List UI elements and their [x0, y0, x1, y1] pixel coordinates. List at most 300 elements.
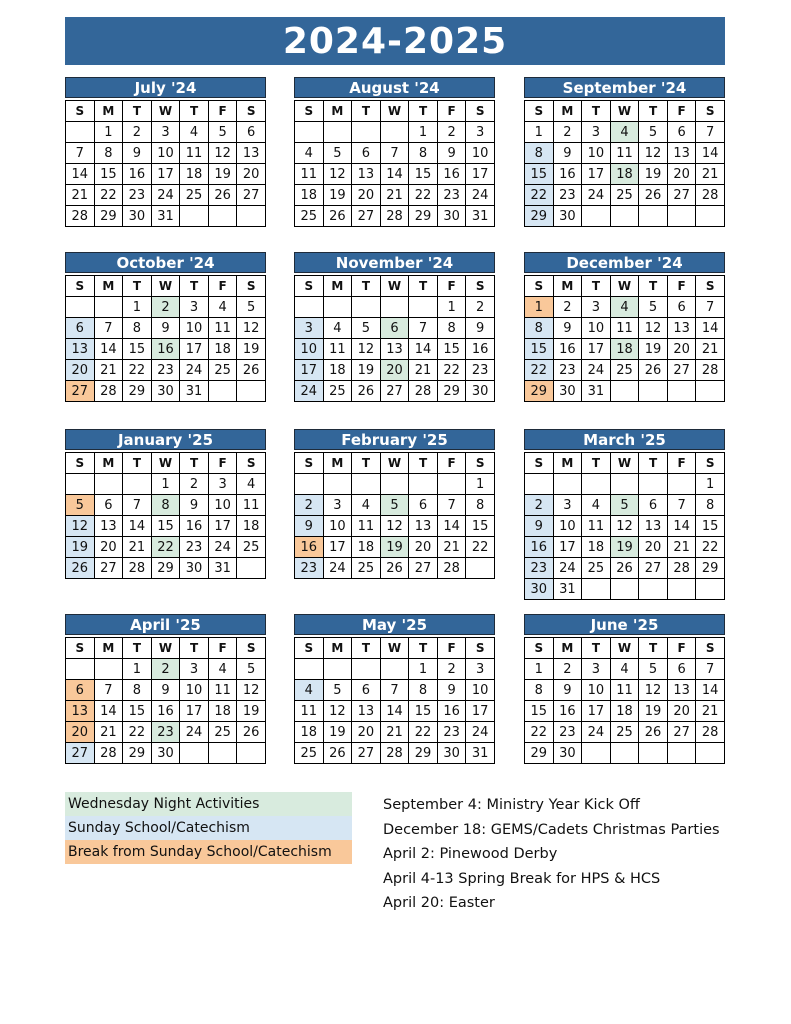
day-cell: 23 [437, 185, 466, 206]
day-cell: 2 [180, 474, 209, 495]
day-cell: 2 [437, 122, 466, 143]
day-cell: 22 [466, 537, 495, 558]
month-table [65, 275, 266, 402]
day-cell: 5 [208, 122, 237, 143]
day-cell: 9 [437, 680, 466, 701]
day-cell: 15 [525, 164, 554, 185]
day-cell: 7 [696, 122, 725, 143]
day-cell: 29 [151, 558, 180, 579]
empty-cell [380, 659, 409, 680]
day-cell: 28 [66, 206, 95, 227]
day-cell: 25 [208, 360, 237, 381]
day-cell: 2 [553, 122, 582, 143]
weekday-header: T [409, 453, 438, 474]
day-cell: 25 [352, 558, 381, 579]
day-cell: 30 [180, 558, 209, 579]
empty-cell [525, 474, 554, 495]
empty-cell [66, 659, 95, 680]
day-cell: 15 [151, 516, 180, 537]
empty-cell [582, 474, 611, 495]
empty-cell [667, 381, 696, 402]
weekday-header: S [237, 276, 266, 297]
day-cell: 11 [295, 701, 324, 722]
day-cell: 15 [123, 701, 152, 722]
day-cell: 1 [123, 659, 152, 680]
day-cell: 13 [667, 143, 696, 164]
day-cell: 23 [553, 722, 582, 743]
day-cell: 23 [466, 360, 495, 381]
day-cell: 1 [437, 297, 466, 318]
day-cell: 12 [352, 339, 381, 360]
weekday-header: W [380, 101, 409, 122]
empty-cell [639, 743, 668, 764]
empty-cell [237, 743, 266, 764]
day-cell: 11 [582, 516, 611, 537]
weekday-header: T [639, 276, 668, 297]
month-table [524, 275, 725, 402]
day-cell: 7 [123, 495, 152, 516]
day-cell: 29 [525, 206, 554, 227]
day-cell: 8 [525, 318, 554, 339]
empty-cell [352, 659, 381, 680]
day-cell: 17 [582, 339, 611, 360]
weekday-header: F [208, 453, 237, 474]
day-cell: 14 [667, 516, 696, 537]
weekday-header: T [123, 101, 152, 122]
day-cell: 31 [466, 743, 495, 764]
day-cell: 11 [180, 143, 209, 164]
empty-cell [667, 743, 696, 764]
month-title: July '24 [65, 77, 266, 98]
day-cell: 29 [123, 743, 152, 764]
weekday-header: S [237, 101, 266, 122]
day-cell: 2 [123, 122, 152, 143]
day-cell: 3 [323, 495, 352, 516]
day-cell: 17 [582, 164, 611, 185]
day-cell: 15 [696, 516, 725, 537]
weekday-header: M [553, 638, 582, 659]
month-calendar [294, 614, 495, 764]
month-table [294, 637, 495, 764]
empty-cell [180, 206, 209, 227]
day-cell: 26 [208, 185, 237, 206]
day-cell: 16 [295, 537, 324, 558]
day-cell: 7 [667, 495, 696, 516]
weekday-header: S [696, 101, 725, 122]
day-cell: 3 [553, 495, 582, 516]
day-cell: 9 [525, 516, 554, 537]
day-cell: 6 [667, 659, 696, 680]
day-cell: 6 [66, 318, 95, 339]
day-cell: 18 [610, 701, 639, 722]
day-cell: 28 [380, 743, 409, 764]
empty-cell [323, 659, 352, 680]
empty-cell [409, 297, 438, 318]
day-cell: 12 [639, 143, 668, 164]
day-cell: 21 [696, 701, 725, 722]
day-cell: 22 [151, 537, 180, 558]
day-cell: 15 [466, 516, 495, 537]
weekday-header: W [610, 276, 639, 297]
day-cell: 3 [180, 659, 209, 680]
event-note: December 18: GEMS/Cadets Christmas Parties [383, 821, 720, 838]
weekday-header: T [582, 101, 611, 122]
day-cell: 22 [123, 722, 152, 743]
day-cell: 22 [525, 185, 554, 206]
day-cell: 5 [639, 297, 668, 318]
day-cell: 4 [610, 659, 639, 680]
month-table [294, 452, 495, 579]
weekday-header: M [323, 276, 352, 297]
day-cell: 22 [409, 185, 438, 206]
day-cell: 4 [582, 495, 611, 516]
day-cell: 9 [151, 318, 180, 339]
day-cell: 26 [639, 722, 668, 743]
day-cell: 27 [352, 743, 381, 764]
weekday-header: S [237, 638, 266, 659]
empty-cell [409, 474, 438, 495]
day-cell: 20 [352, 722, 381, 743]
day-cell: 14 [437, 516, 466, 537]
day-cell: 13 [94, 516, 123, 537]
day-cell: 23 [151, 360, 180, 381]
empty-cell [380, 474, 409, 495]
day-cell: 24 [180, 360, 209, 381]
empty-cell [380, 297, 409, 318]
day-cell: 19 [639, 164, 668, 185]
month-title: February '25 [294, 429, 495, 450]
day-cell: 19 [237, 339, 266, 360]
day-cell: 1 [123, 297, 152, 318]
event-notes [383, 793, 720, 916]
day-cell: 28 [437, 558, 466, 579]
empty-cell [237, 558, 266, 579]
day-cell: 25 [323, 381, 352, 402]
weekday-header: M [323, 453, 352, 474]
day-cell: 10 [151, 143, 180, 164]
day-cell: 26 [323, 206, 352, 227]
day-cell: 22 [123, 360, 152, 381]
day-cell: 21 [667, 537, 696, 558]
empty-cell [352, 122, 381, 143]
day-cell: 12 [380, 516, 409, 537]
day-cell: 11 [323, 339, 352, 360]
day-cell: 7 [696, 659, 725, 680]
day-cell: 14 [696, 318, 725, 339]
day-cell: 11 [610, 318, 639, 339]
empty-cell [295, 122, 324, 143]
weekday-header: T [639, 638, 668, 659]
event-note: April 2: Pinewood Derby [383, 846, 558, 863]
day-cell: 16 [553, 339, 582, 360]
weekday-header: M [94, 101, 123, 122]
day-cell: 3 [466, 659, 495, 680]
legend-sunday-school: Sunday School/Catechism [65, 816, 352, 840]
day-cell: 7 [380, 680, 409, 701]
day-cell: 20 [94, 537, 123, 558]
day-cell: 26 [323, 743, 352, 764]
weekday-header: T [582, 276, 611, 297]
day-cell: 7 [696, 297, 725, 318]
day-cell: 24 [151, 185, 180, 206]
day-cell: 6 [380, 318, 409, 339]
day-cell: 6 [667, 122, 696, 143]
weekday-header: W [380, 276, 409, 297]
day-cell: 10 [323, 516, 352, 537]
day-cell: 22 [437, 360, 466, 381]
day-cell: 17 [323, 537, 352, 558]
day-cell: 9 [295, 516, 324, 537]
month-calendar [294, 77, 495, 227]
weekday-header: W [610, 453, 639, 474]
day-cell: 21 [123, 537, 152, 558]
day-cell: 25 [610, 360, 639, 381]
day-cell: 1 [94, 122, 123, 143]
day-cell: 27 [667, 360, 696, 381]
day-cell: 31 [180, 381, 209, 402]
day-cell: 2 [553, 659, 582, 680]
day-cell: 21 [409, 360, 438, 381]
day-cell: 31 [582, 381, 611, 402]
day-cell: 1 [696, 474, 725, 495]
month-table [294, 100, 495, 227]
month-title: November '24 [294, 252, 495, 273]
day-cell: 29 [409, 743, 438, 764]
weekday-header: S [525, 276, 554, 297]
day-cell: 18 [237, 516, 266, 537]
day-cell: 21 [696, 339, 725, 360]
day-cell: 29 [525, 381, 554, 402]
empty-cell [696, 579, 725, 600]
weekday-header: S [295, 101, 324, 122]
day-cell: 20 [352, 185, 381, 206]
weekday-header: F [667, 638, 696, 659]
weekday-header: T [123, 638, 152, 659]
day-cell: 30 [466, 381, 495, 402]
day-cell: 11 [208, 318, 237, 339]
weekday-header: S [295, 453, 324, 474]
day-cell: 28 [94, 381, 123, 402]
day-cell: 10 [553, 516, 582, 537]
empty-cell [639, 206, 668, 227]
day-cell: 27 [237, 185, 266, 206]
day-cell: 13 [352, 701, 381, 722]
weekday-header: W [151, 101, 180, 122]
weekday-header: W [151, 638, 180, 659]
day-cell: 17 [466, 701, 495, 722]
day-cell: 17 [582, 701, 611, 722]
empty-cell [237, 381, 266, 402]
day-cell: 30 [437, 743, 466, 764]
day-cell: 17 [180, 701, 209, 722]
day-cell: 25 [295, 206, 324, 227]
day-cell: 24 [553, 558, 582, 579]
day-cell: 18 [180, 164, 209, 185]
empty-cell [66, 297, 95, 318]
day-cell: 4 [208, 659, 237, 680]
weekday-header: T [639, 101, 668, 122]
day-cell: 26 [352, 381, 381, 402]
weekday-header: S [66, 638, 95, 659]
day-cell: 26 [610, 558, 639, 579]
day-cell: 21 [380, 722, 409, 743]
day-cell: 24 [466, 722, 495, 743]
weekday-header: M [553, 101, 582, 122]
day-cell: 8 [151, 495, 180, 516]
day-cell: 12 [208, 143, 237, 164]
weekday-header: F [208, 276, 237, 297]
day-cell: 29 [437, 381, 466, 402]
day-cell: 28 [696, 185, 725, 206]
day-cell: 5 [237, 297, 266, 318]
weekday-header: T [180, 453, 209, 474]
empty-cell [696, 743, 725, 764]
day-cell: 17 [180, 339, 209, 360]
empty-cell [208, 381, 237, 402]
empty-cell [295, 474, 324, 495]
day-cell: 16 [525, 537, 554, 558]
day-cell: 25 [582, 558, 611, 579]
weekday-header: S [466, 276, 495, 297]
month-calendar [294, 252, 495, 402]
day-cell: 30 [553, 381, 582, 402]
day-cell: 27 [639, 558, 668, 579]
day-cell: 9 [123, 143, 152, 164]
day-cell: 11 [237, 495, 266, 516]
day-cell: 8 [123, 680, 152, 701]
day-cell: 20 [237, 164, 266, 185]
weekday-header: S [66, 276, 95, 297]
day-cell: 11 [610, 143, 639, 164]
day-cell: 10 [180, 318, 209, 339]
weekday-header: M [94, 638, 123, 659]
empty-cell [437, 474, 466, 495]
day-cell: 13 [667, 318, 696, 339]
day-cell: 2 [151, 659, 180, 680]
day-cell: 8 [409, 680, 438, 701]
day-cell: 2 [525, 495, 554, 516]
empty-cell [610, 474, 639, 495]
day-cell: 4 [180, 122, 209, 143]
day-cell: 8 [409, 143, 438, 164]
empty-cell [466, 558, 495, 579]
day-cell: 5 [380, 495, 409, 516]
day-cell: 4 [610, 297, 639, 318]
day-cell: 19 [610, 537, 639, 558]
empty-cell [610, 206, 639, 227]
day-cell: 3 [582, 659, 611, 680]
day-cell: 11 [610, 680, 639, 701]
day-cell: 21 [380, 185, 409, 206]
day-cell: 8 [696, 495, 725, 516]
weekday-header: T [180, 101, 209, 122]
weekday-header: T [409, 638, 438, 659]
day-cell: 6 [409, 495, 438, 516]
day-cell: 25 [208, 722, 237, 743]
day-cell: 18 [208, 339, 237, 360]
empty-cell [180, 743, 209, 764]
month-title: August '24 [294, 77, 495, 98]
day-cell: 31 [466, 206, 495, 227]
day-cell: 25 [610, 185, 639, 206]
day-cell: 24 [208, 537, 237, 558]
day-cell: 13 [66, 701, 95, 722]
day-cell: 19 [237, 701, 266, 722]
day-cell: 5 [323, 680, 352, 701]
day-cell: 18 [295, 185, 324, 206]
day-cell: 20 [380, 360, 409, 381]
day-cell: 16 [553, 164, 582, 185]
day-cell: 7 [380, 143, 409, 164]
day-cell: 14 [66, 164, 95, 185]
day-cell: 3 [466, 122, 495, 143]
day-cell: 24 [323, 558, 352, 579]
day-cell: 26 [66, 558, 95, 579]
day-cell: 31 [151, 206, 180, 227]
day-cell: 2 [437, 659, 466, 680]
day-cell: 9 [180, 495, 209, 516]
day-cell: 17 [466, 164, 495, 185]
day-cell: 9 [437, 143, 466, 164]
day-cell: 17 [151, 164, 180, 185]
day-cell: 12 [323, 701, 352, 722]
day-cell: 15 [409, 164, 438, 185]
day-cell: 22 [525, 722, 554, 743]
day-cell: 10 [208, 495, 237, 516]
day-cell: 14 [380, 164, 409, 185]
empty-cell [208, 206, 237, 227]
day-cell: 7 [409, 318, 438, 339]
empty-cell [352, 474, 381, 495]
weekday-header: S [525, 101, 554, 122]
weekday-header: S [696, 276, 725, 297]
day-cell: 1 [409, 659, 438, 680]
day-cell: 30 [553, 206, 582, 227]
day-cell: 8 [94, 143, 123, 164]
day-cell: 7 [437, 495, 466, 516]
month-title: April '25 [65, 614, 266, 635]
day-cell: 18 [582, 537, 611, 558]
day-cell: 5 [639, 659, 668, 680]
month-calendar [524, 429, 725, 600]
weekday-header: T [180, 638, 209, 659]
day-cell: 18 [208, 701, 237, 722]
day-cell: 3 [151, 122, 180, 143]
day-cell: 13 [352, 164, 381, 185]
empty-cell [237, 206, 266, 227]
weekday-header: M [553, 453, 582, 474]
day-cell: 19 [380, 537, 409, 558]
day-cell: 6 [639, 495, 668, 516]
day-cell: 2 [295, 495, 324, 516]
weekday-header: W [380, 638, 409, 659]
empty-cell [696, 206, 725, 227]
day-cell: 12 [66, 516, 95, 537]
day-cell: 28 [696, 360, 725, 381]
day-cell: 21 [94, 722, 123, 743]
day-cell: 9 [553, 680, 582, 701]
day-cell: 21 [696, 164, 725, 185]
day-cell: 15 [525, 339, 554, 360]
weekday-header: F [208, 638, 237, 659]
day-cell: 8 [123, 318, 152, 339]
empty-cell [323, 122, 352, 143]
day-cell: 10 [295, 339, 324, 360]
day-cell: 14 [380, 701, 409, 722]
empty-cell [66, 474, 95, 495]
day-cell: 6 [237, 122, 266, 143]
day-cell: 30 [151, 743, 180, 764]
